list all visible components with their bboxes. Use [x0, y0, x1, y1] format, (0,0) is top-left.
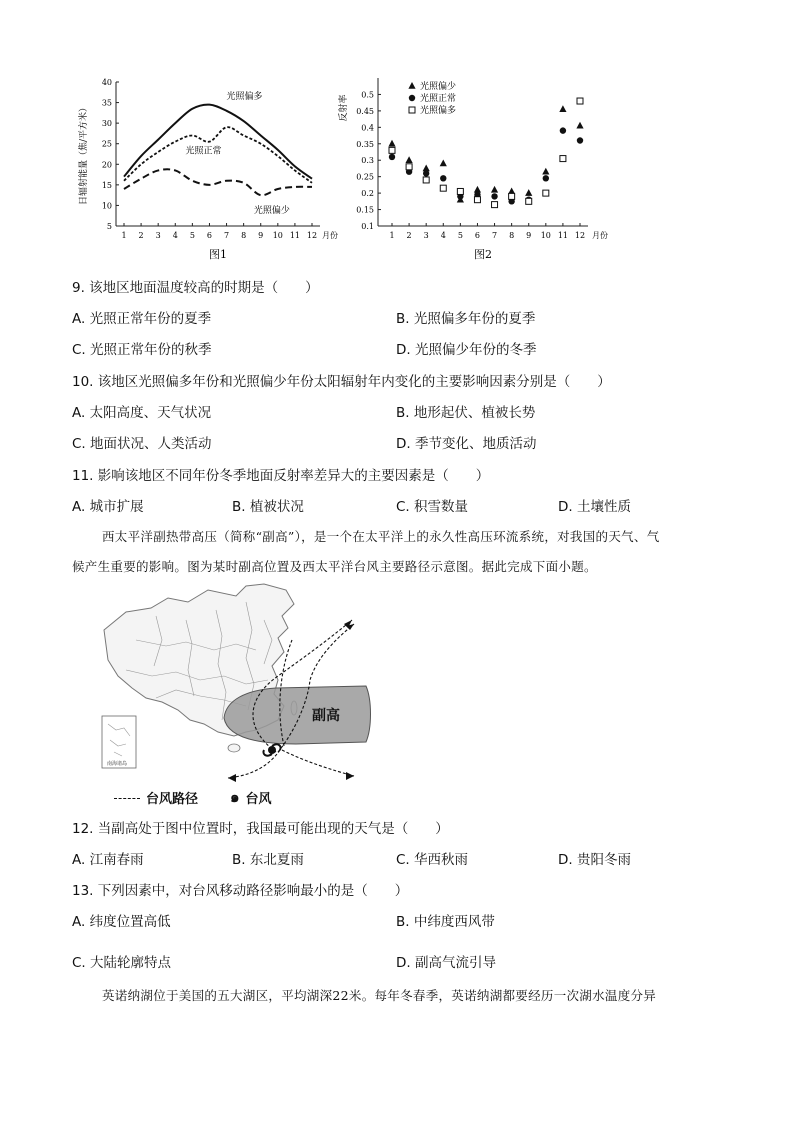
question-13-option-c: C. 大陆轮廓特点 — [72, 955, 172, 971]
question-10-option-d: D. 季节变化、地质活动 — [396, 436, 537, 452]
fig1-series-label-2: 光照正常 — [185, 146, 222, 157]
passage2-line1: 英诺纳湖位于美国的五大湖区，平均湖深22米。每年冬春季，英诺纳湖都要经历一次湖水温度分异 — [102, 988, 657, 1003]
fig1-y-tick-label: 5 — [106, 222, 112, 231]
fig1-series-label-1: 光照偏多 — [226, 91, 263, 102]
fig1-x-tick-label: 1 — [121, 231, 127, 240]
fig1-y-tick-label: 10 — [101, 201, 112, 211]
fig2-legend-label-3: 光照偏多 — [420, 106, 457, 116]
question-9-option-b: B. 光照偏多年份的夏季 — [396, 311, 536, 327]
fig2-x-tick-label: 7 — [491, 231, 498, 240]
question-11-option-c: C. 积雪数量 — [396, 499, 469, 515]
question-11-stem: 11. 影响该地区不同年份冬季地面反射率差异大的主要因素是（ ） — [72, 468, 490, 484]
fig2-x-tick-label: 9 — [526, 231, 532, 240]
question-13-option-a: A. 纬度位置高低 — [72, 914, 171, 930]
typhoon-icon — [263, 744, 280, 755]
fig2-y-tick-label: 0.1 — [361, 222, 374, 231]
fig2-y-tick-label: 0.4 — [361, 123, 374, 133]
question-13-option-b: B. 中纬度西风带 — [396, 914, 495, 930]
hainan-island — [228, 744, 240, 752]
fig2-point-square — [389, 147, 395, 153]
fig1-series-line-1 — [124, 105, 312, 179]
fig2-point-square — [440, 185, 446, 191]
question-13-stem: 13. 下列因素中，对台风移动路径影响最小的是（ ） — [72, 883, 409, 899]
fig2-point-square — [560, 156, 566, 162]
fig1-y-tick-label: 20 — [101, 160, 112, 170]
fig1-y-tick-label: 30 — [101, 119, 112, 129]
fig1-series-line-3 — [124, 169, 312, 195]
fig1-x-tick-label: 4 — [172, 231, 178, 240]
question-9-stem: 9. 该地区地面温度较高的时期是（ ） — [72, 280, 319, 296]
fig2-point-circle — [543, 175, 549, 181]
fig1-x-tick-label: 7 — [223, 231, 230, 240]
question-12-option-c: C. 华西秋雨 — [396, 852, 469, 868]
figure2-scatter-chart — [336, 72, 626, 267]
fig2-point-circle — [491, 193, 497, 199]
question-10-stem: 10. 该地区光照偏多年份和光照偏少年份太阳辐射年内变化的主要影响因素分别是（ ） — [72, 374, 611, 390]
fig1-y-axis-label: 日辐射能量（焦/平方米） — [79, 102, 89, 206]
question-9-option-a: A. 光照正常年份的夏季 — [72, 311, 212, 327]
fig2-x-tick-label: 1 — [389, 231, 395, 240]
fig2-point-triangle — [405, 156, 412, 163]
fig2-point-triangle — [576, 122, 583, 129]
fig2-x-axis-label: 月份 — [592, 231, 608, 240]
fig2-x-tick-label: 4 — [440, 231, 446, 240]
question-10-option-a: A. 太阳高度、天气状况 — [72, 405, 212, 421]
fig2-caption: 图2 — [474, 248, 492, 261]
typhoon-legend-icon: ๑ — [230, 788, 240, 806]
fig2-y-tick-label: 0.35 — [356, 139, 374, 149]
fig1-x-tick-label: 3 — [155, 231, 161, 240]
fig2-y-tick-label: 0.2 — [361, 189, 374, 199]
fig2-point-triangle — [559, 105, 566, 112]
question-10-option-c: C. 地面状况、人类活动 — [72, 436, 212, 452]
question-9-option-d: D. 光照偏少年份的冬季 — [396, 342, 537, 358]
fig2-legend-marker-triangle — [408, 82, 415, 89]
fig1-x-tick-label: 11 — [289, 231, 301, 240]
question-12-option-d: D. 贵阳冬雨 — [558, 852, 631, 868]
question-11-option-b: B. 植被状况 — [232, 499, 304, 515]
fig2-point-circle — [440, 175, 446, 181]
fig2-x-tick-label: 6 — [474, 231, 481, 240]
fig2-point-triangle — [542, 168, 549, 175]
inset-label: 南海诸岛 — [107, 761, 128, 767]
map-legend — [114, 785, 272, 809]
fig2-y-tick-label: 0.5 — [361, 90, 374, 100]
fig1-x-axis-label: 月份 — [322, 231, 338, 240]
fig1-x-tick-label: 6 — [206, 231, 213, 240]
passage1-line2: 候产生重要的影响。图为某时副高位置及西太平洋台风主要路径示意图。据此完成下面小题。 — [72, 559, 597, 574]
dashed-arrow-icon — [114, 798, 140, 799]
fig2-point-square — [474, 197, 480, 203]
passage1-line1: 西太平洋副热带高压（简称“副高”），是一个在太平洋上的永久性高压环流系统，对我国的天气、气 — [102, 529, 660, 544]
fig1-series-label-3: 光照偏少 — [253, 206, 290, 217]
fig2-point-square — [526, 198, 532, 204]
question-11-option-d: D. 土壤性质 — [558, 499, 631, 515]
subtropical-high-label: 副高 — [312, 708, 340, 724]
question-12-option-a: A. 江南春雨 — [72, 852, 144, 868]
fig2-point-square — [577, 98, 583, 104]
fig1-y-tick-label: 40 — [101, 78, 112, 87]
fig2-point-square — [492, 202, 498, 208]
fig2-point-square — [406, 164, 412, 170]
fig2-x-tick-label: 8 — [509, 231, 515, 240]
question-11-option-a: A. 城市扩展 — [72, 499, 144, 515]
fig2-x-tick-label: 11 — [557, 231, 569, 240]
question-12-option-b: B. 东北夏雨 — [232, 852, 304, 868]
fig1-x-tick-label: 5 — [189, 231, 195, 240]
legend-path-label: 台风路径 — [146, 791, 199, 807]
fig1-x-tick-label: 2 — [138, 231, 144, 240]
fig2-point-square — [509, 193, 515, 199]
fig1-y-tick-label: 25 — [101, 139, 112, 149]
china-typhoon-map — [96, 580, 396, 810]
fig2-legend-marker-square — [409, 107, 415, 113]
fig1-y-tick-label: 15 — [101, 180, 112, 190]
fig2-y-tick-label: 0.15 — [356, 205, 374, 215]
fig2-legend-marker-circle — [409, 95, 415, 101]
fig2-x-tick-label: 12 — [574, 231, 586, 240]
fig1-caption: 图1 — [209, 248, 227, 261]
fig2-point-square — [543, 190, 549, 196]
fig2-point-triangle — [388, 140, 395, 147]
figure1-line-chart — [72, 72, 338, 267]
fig2-point-circle — [389, 154, 395, 160]
fig2-legend-label-2: 光照正常 — [420, 94, 457, 104]
fig2-legend-label-1: 光照偏少 — [420, 82, 457, 92]
fig2-y-tick-label: 0.45 — [356, 106, 374, 116]
question-10-option-b: B. 地形起伏、植被长势 — [396, 405, 536, 421]
fig2-y-tick-label: 0.25 — [356, 172, 374, 182]
fig2-point-circle — [560, 127, 566, 133]
fig2-x-tick-label: 2 — [406, 231, 412, 240]
question-12-stem: 12. 当副高处于图中位置时，我国最可能出现的天气是（ ） — [72, 821, 449, 837]
fig2-y-axis-label: 反射率 — [339, 94, 349, 122]
fig2-point-triangle — [491, 186, 498, 193]
fig2-point-circle — [423, 170, 429, 176]
fig1-x-tick-label: 12 — [306, 231, 318, 240]
fig2-x-tick-label: 3 — [423, 231, 429, 240]
legend-typhoon-label: 台风 — [245, 791, 272, 807]
fig2-point-circle — [577, 137, 583, 143]
subtropical-high — [224, 686, 371, 744]
fig2-point-square — [423, 177, 429, 183]
fig1-y-tick-label: 35 — [101, 98, 112, 108]
fig2-y-tick-label: 0.3 — [361, 156, 374, 166]
fig2-x-tick-label: 10 — [540, 231, 551, 240]
question-13-option-d: D. 副高气流引导 — [396, 955, 496, 971]
fig1-x-tick-label: 9 — [258, 231, 264, 240]
fig2-point-square — [457, 188, 463, 194]
fig1-x-tick-label: 10 — [272, 231, 283, 240]
fig2-point-triangle — [525, 189, 532, 196]
question-9-option-c: C. 光照正常年份的秋季 — [72, 342, 212, 358]
fig2-x-tick-label: 5 — [457, 231, 463, 240]
fig1-x-tick-label: 8 — [241, 231, 247, 240]
fig2-point-triangle — [440, 160, 447, 167]
